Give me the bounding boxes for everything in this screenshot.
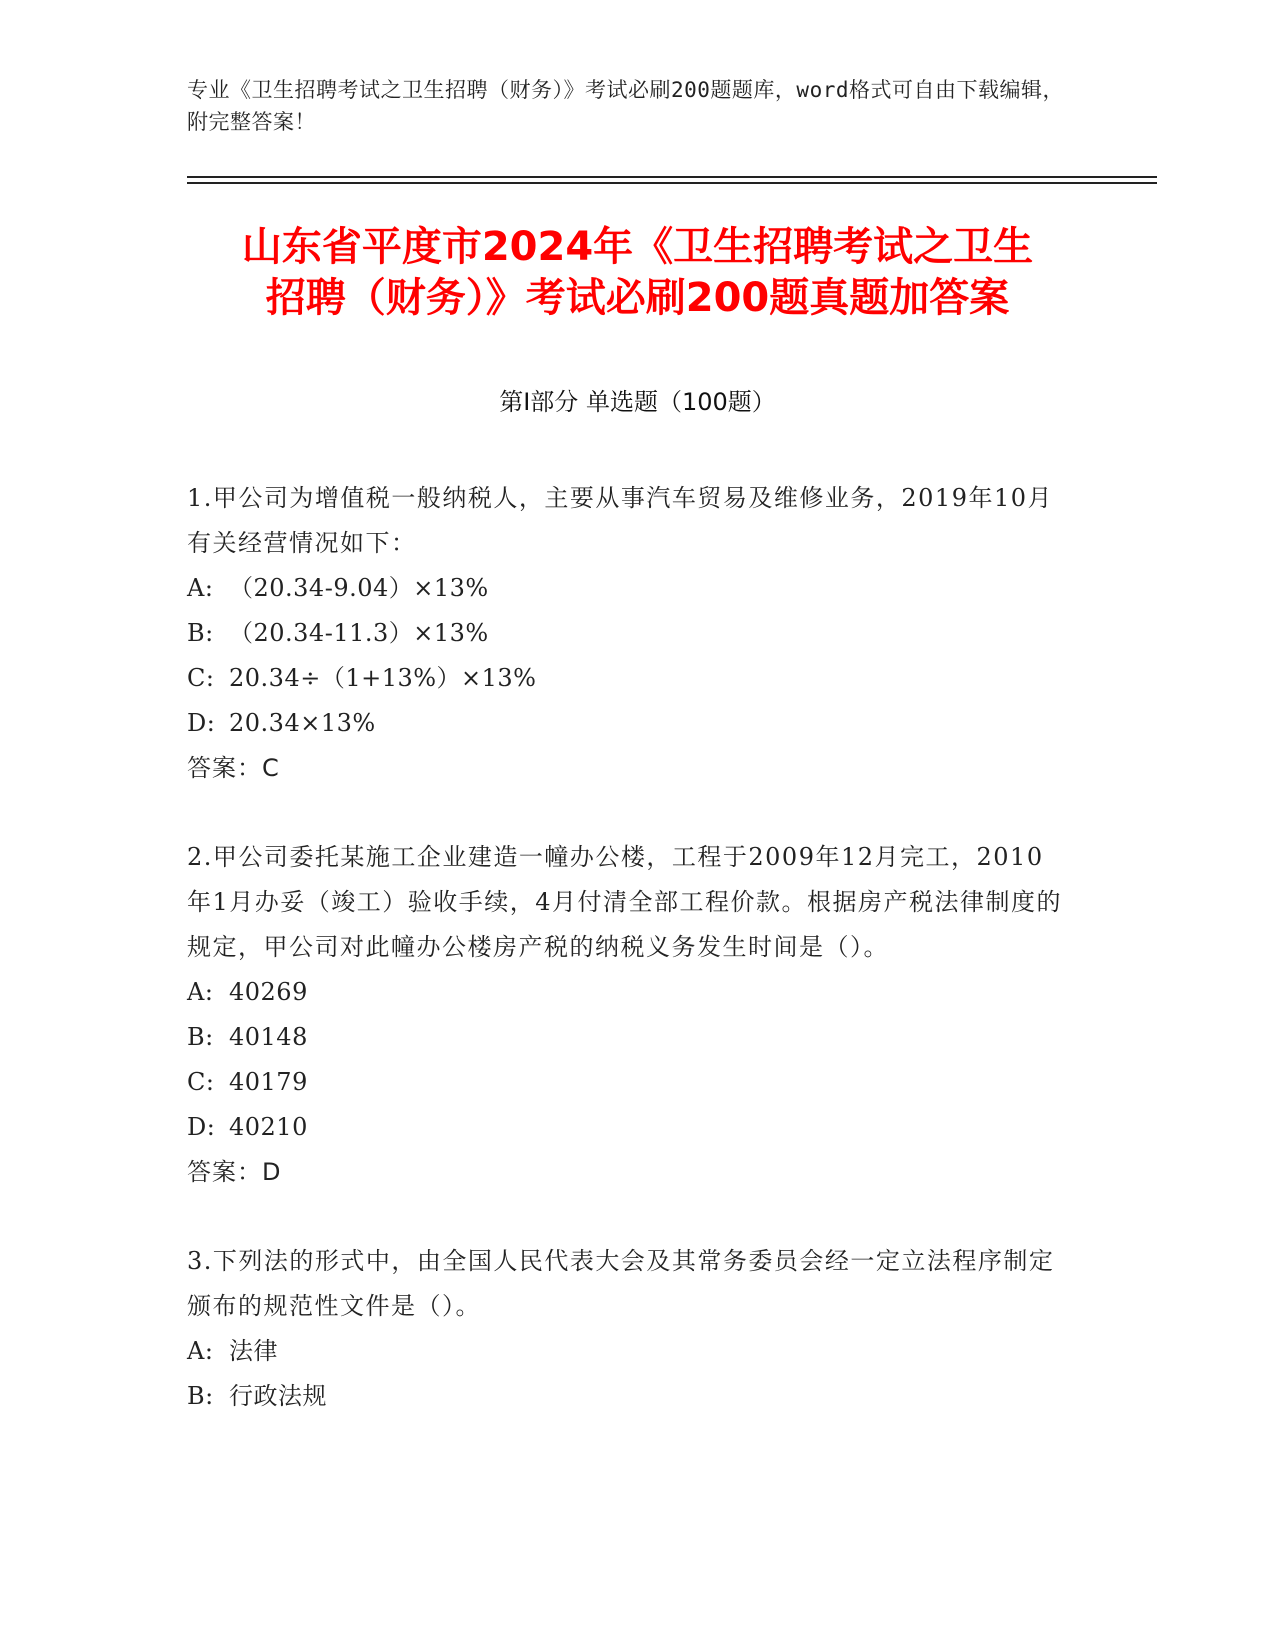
option-a — [187, 566, 1067, 611]
option-text: 20.34×13% — [229, 709, 376, 737]
header-divider-top — [187, 176, 1157, 178]
question-stem: 3.下列法的形式中，由全国人民代表大会及其常务委员会经一定立法程序制定颁布的规范性文件是（）。 — [187, 1247, 1055, 1320]
option-b — [187, 1374, 1067, 1419]
document-title — [150, 222, 1125, 324]
question-stem: 2.甲公司委托某施工企业建造一幢办公楼，工程于2009年12月完工，2010年1月办妥（竣工）验收手续，4月付清全部工程价款。根据房产税法律制度的规定，甲公司对此幢办公楼房产税的纳税义务发生时间是（）。 — [187, 843, 1063, 961]
option-letter: B: — [187, 1023, 214, 1051]
option-letter: D: — [187, 709, 216, 737]
option-text: 40148 — [229, 1023, 308, 1051]
option-letter: C: — [187, 664, 215, 692]
option-letter: C: — [187, 1068, 215, 1096]
option-text: 40179 — [229, 1068, 308, 1096]
question-2 — [187, 835, 1067, 1195]
document-title-line-1: 山东省平度市2024年《卫生招聘考试之卫生 — [241, 224, 1034, 270]
question-3 — [187, 1239, 1067, 1419]
option-text: 法律 — [229, 1337, 278, 1365]
option-letter: A: — [187, 978, 214, 1006]
question-1 — [187, 476, 1067, 791]
option-text: 行政法规 — [229, 1382, 327, 1410]
option-b — [187, 1015, 1067, 1060]
option-text: 40269 — [229, 978, 308, 1006]
option-text: （20.34-11.3）×13% — [229, 619, 489, 647]
option-text: 40210 — [229, 1113, 308, 1141]
option-b — [187, 611, 1067, 656]
option-text: （20.34-9.04）×13% — [229, 574, 489, 602]
option-text: 20.34÷（1+13%）×13% — [229, 664, 537, 692]
question-list — [187, 476, 1067, 1463]
option-d — [187, 701, 1067, 746]
option-d — [187, 1105, 1067, 1150]
option-letter: B: — [187, 1382, 214, 1410]
question-stem: 1.甲公司为增值税一般纳税人，主要从事汽车贸易及维修业务，2019年10月有关经营情况如下： — [187, 484, 1054, 557]
section-title: 第Ⅰ部分 单选题（100题） — [499, 388, 776, 416]
option-c — [187, 656, 1067, 701]
option-a — [187, 970, 1067, 1015]
option-letter: B: — [187, 619, 214, 647]
option-letter: A: — [187, 1337, 214, 1365]
option-a — [187, 1329, 1067, 1374]
option-c — [187, 1060, 1067, 1105]
header-note: 专业《卫生招聘考试之卫生招聘（财务）》考试必刷200题题库，word格式可自由下载编辑，附完整答案！ — [187, 78, 1064, 134]
option-letter: A: — [187, 574, 214, 602]
answer-line: 答案：C — [187, 754, 280, 782]
option-letter: D: — [187, 1113, 216, 1141]
document-title-line-2: 招聘（财务）》考试必刷200题真题加答案 — [265, 275, 1010, 321]
header-divider-bottom — [187, 182, 1157, 184]
answer-line: 答案：D — [187, 1158, 282, 1186]
